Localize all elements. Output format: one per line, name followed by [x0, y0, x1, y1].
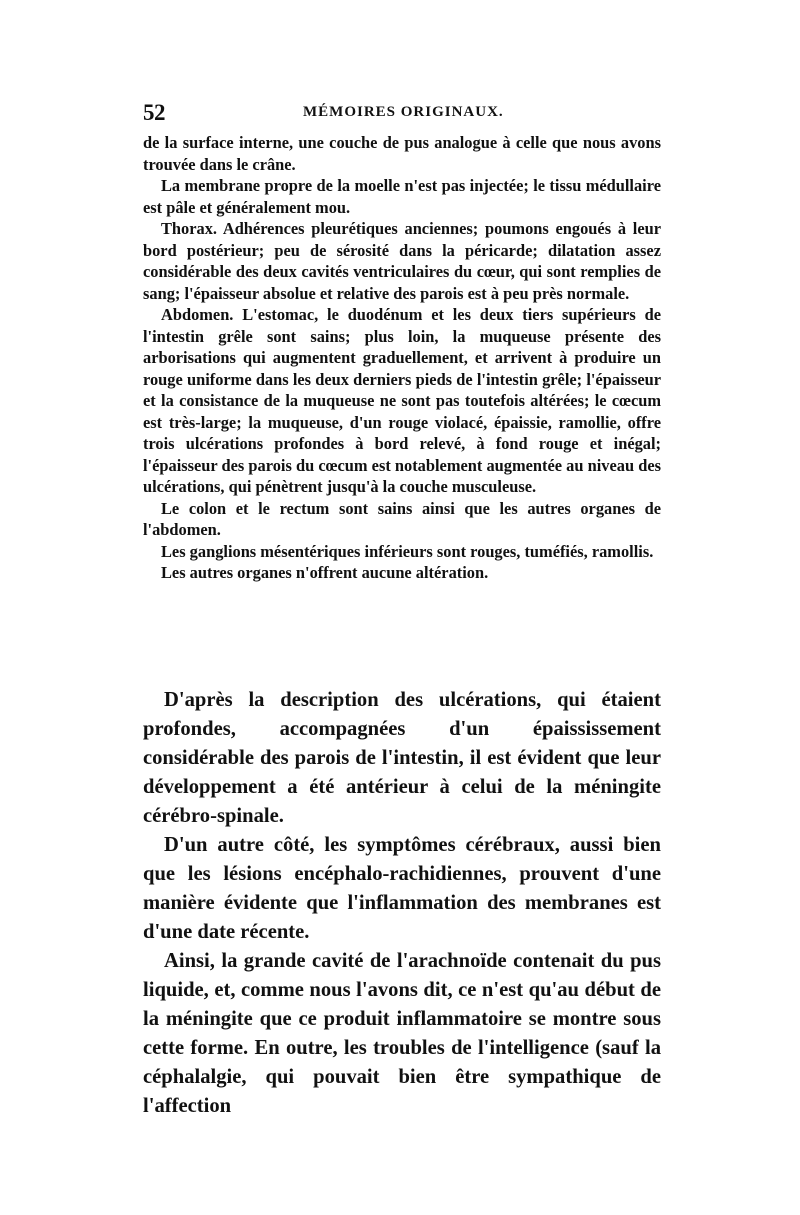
paragraph-cerebral-symptoms: D'un autre côté, les symptômes cérébraux, aussi bien que les lésions encéphalo-rachidiennes, prouvent d'une manière évidente que l'inflammation des membranes est d'une date récente.	[143, 834, 661, 943]
paragraph-thorax: Thorax. Adhérences pleurétiques anciennes; poumons engoués à leur bord postérieur; peu de sérosité dans la péricarde; dilatation assez considérable des deux cavités ventriculaires du cœur, qui sont remplies de sang; l'épaisseur absolue et relative des parois est à peu près normale.	[143, 219, 661, 303]
autopsy-report-text	[143, 132, 661, 584]
paragraph-arachnoid: Ainsi, la grande cavité de l'arachnoïde contenait du pus liquide, et, comme nous l'avons dit, ce n'est qu'au début de la méningite que ce produit inflammatoire se montre sous cette forme. En outre, les troubles de l'intelligence (sauf la céphalalgie, qui pouvait bien être sympathique de l'affection	[143, 950, 661, 1117]
page-header	[143, 100, 661, 128]
paragraph-abdomen: Abdomen. L'estomac, le duodénum et les deux tiers supérieurs de l'intestin grêle sont sains; plus loin, la muqueuse présente des arborisations qui augmentent graduellement, et arrivent à produire un rouge uniforme dans les deux derniers pieds de l'intestin grêle; l'épaisseur et la consistance de la muqueuse ne sont pas toutefois altérées; le cœcum est très-large; la muqueuse, d'un rouge violacé, épaissie, ramollie, offre trois ulcérations profondes à bord relevé, à fond rouge et inégal; l'épaisseur des parois du cœcum est notablement augmentée au niveau des ulcérations, qui pénètrent jusqu'à la couche musculeuse.	[143, 305, 661, 496]
paragraph-colon: Le colon et le rectum sont sains ainsi que les autres organes de l'abdomen.	[143, 498, 661, 539]
paragraph-continuation: de la surface interne, une couche de pus analogue à celle que nous avons trouvée dans le crâne.	[143, 133, 661, 174]
commentary-text	[143, 686, 661, 1121]
paragraph-other-organs: Les autres organes n'offrent aucune altération.	[161, 563, 489, 582]
paragraph-ulcerations: D'après la description des ulcérations, qui étaient profondes, accompagnées d'un épaississement considérable des parois de l'intestin, il est évident que leur développement a été antérieur à celui de la méningite cérébro-spinale.	[143, 689, 661, 827]
paragraph-spinal-membrane: La membrane propre de la moelle n'est pas injectée; le tissu médullaire est pâle et généralement mou.	[143, 176, 661, 217]
page-number: 52	[143, 100, 165, 125]
running-title: MÉMOIRES ORIGINAUX.	[303, 104, 504, 120]
paragraph-ganglions: Les ganglions mésentériques inférieurs sont rouges, tuméfiés, ramollis.	[161, 541, 654, 561]
